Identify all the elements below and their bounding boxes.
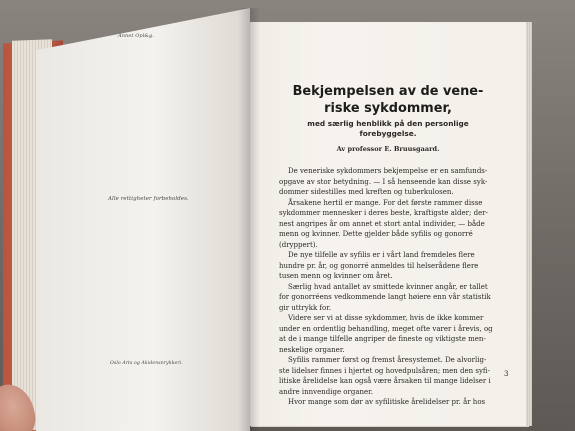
body-line: nest angripes år om annet et stort antal individer, — både xyxy=(279,219,485,228)
body-line: (dryppert). xyxy=(279,240,318,249)
article-subtitle-line2: forebyggelse. xyxy=(359,129,417,138)
body-line: De nye tilfelle av syfilis er i vårt land fremdeles flere xyxy=(288,251,475,259)
body-line: opgave av stor betydning. — I så henseende kan disse syk- xyxy=(279,177,488,186)
body-line: tusen menn og kvinner om året. xyxy=(279,272,393,280)
article-title-line1: Bekjempelsen av de vene- xyxy=(292,84,484,99)
body-line: gir uttrykk for. xyxy=(279,303,332,312)
article-subtitle-line1: med særlig henblikk på den personlige xyxy=(307,119,469,128)
left-page xyxy=(36,8,250,431)
body-line: neskelige organer. xyxy=(279,345,345,354)
article-author: Av professor E. Bruusgaard. xyxy=(336,145,440,153)
left-page-header: Annet Opl&g. xyxy=(118,33,154,39)
right-page-fore-edge xyxy=(526,22,532,426)
body-line: menn og kvinner. Dette gjelder både syfilis og gonorré xyxy=(279,230,473,238)
rights-notice: Alle rettigheter forbeholdes. xyxy=(108,196,189,202)
book-gutter xyxy=(238,8,260,431)
body-line: ste lidelser finnes i hjertet og hovedpulsåren; men den syfi- xyxy=(279,366,490,375)
body-line: at de i mange tilfelle angriper de fineste og viktigste men- xyxy=(279,335,486,343)
body-line: Syfilis rammer først og fremst åresystemet. De alvorlig- xyxy=(288,356,487,364)
body-line: De veneriske sykdommers bekjempelse er en samfunds- xyxy=(288,167,488,175)
body-line: for gonorréens vedkommende langt høiere enn vår statistik xyxy=(279,293,491,301)
body-line: dommer sidestilles med kreften og tuberkulosen. xyxy=(279,188,454,196)
article-title-line2: riske sykdommer, xyxy=(324,101,452,116)
page-number: 3 xyxy=(504,370,509,378)
body-line: under en ordentlig behandling, meget ofte varer i årevis, og xyxy=(279,324,493,333)
body-line: hundre pr. år, og gonorré anmeldes til helserådene flere xyxy=(279,261,479,270)
body-line: Hvor mange som dør av syfilitiske årelidelser pr. år hos xyxy=(288,398,486,406)
printer-imprint: Oslo Arts og Akidensnrykkeri. xyxy=(110,361,183,366)
body-line: Årsakene hertil er mange. For det første rammer disse xyxy=(288,198,483,207)
body-line: andre innvendige organer. xyxy=(279,387,373,396)
body-line: Særlig hvad antallet av smittede kvinner angår, er tallet xyxy=(288,282,488,291)
body-line: litiske årelidelse kan også være årsaken til mange lidelser i xyxy=(279,377,491,385)
body-line: Videre ser vi at disse sykdommer, hvis de ikke kommer xyxy=(288,314,484,322)
body-line: sykdommer mennesker i deres beste, kraftigste alder; der- xyxy=(279,209,488,217)
